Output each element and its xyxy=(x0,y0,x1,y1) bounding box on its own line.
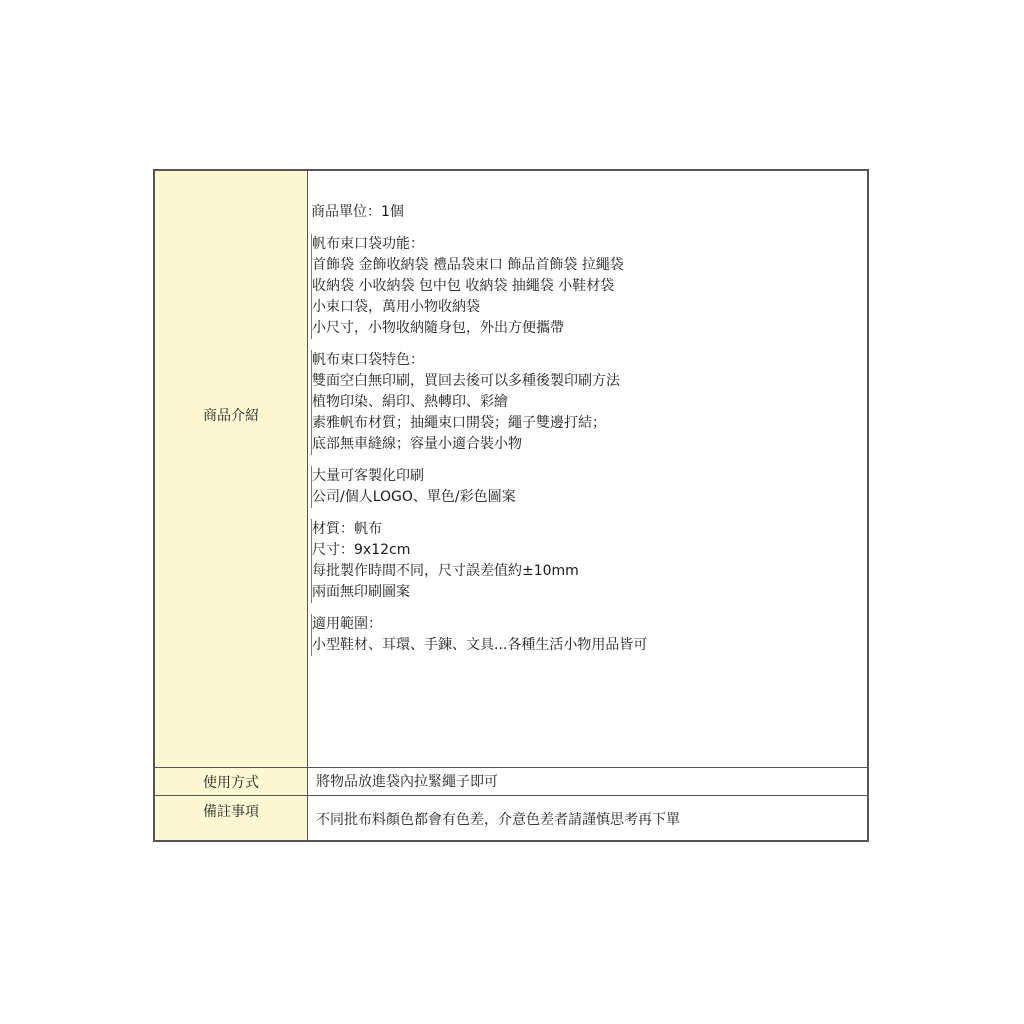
unit-line: 商品單位：1個 xyxy=(311,204,404,220)
label-cell-usage xyxy=(155,768,308,796)
features-line: 植物印染、絹印、熱轉印、彩繪 xyxy=(312,394,508,410)
features-line: 素雅帆布材質；抽繩束口開袋；繩子雙邊打結； xyxy=(312,415,606,431)
product-spec-table xyxy=(153,169,869,842)
row-usage xyxy=(155,767,867,796)
usage-content xyxy=(308,768,867,796)
unit-section xyxy=(311,202,863,223)
function-line: 收納袋 小收納袋 包中包 收納袋 抽繩袋 小鞋材袋 xyxy=(312,278,615,294)
row-product-intro xyxy=(155,171,867,767)
scope-line: 小型鞋材、耳環、手鍊、文具...各種生活小物用品皆可 xyxy=(312,637,648,653)
label-cell-note xyxy=(155,796,308,840)
function-line: 小束口袋，萬用小物收納袋 xyxy=(312,299,480,315)
note-text: 不同批布料顏色都會有色差，介意色差者請謹慎思考再下單 xyxy=(316,812,680,828)
features-heading: 帆布束口袋特色： xyxy=(312,352,424,368)
spec-line: 每批製作時間不同，尺寸誤差值約±10mm xyxy=(312,563,579,579)
custom-print-line: 公司/個人LOGO、單色/彩色圖案 xyxy=(312,489,516,505)
function-line: 小尺寸，小物收納隨身包，外出方便攜帶 xyxy=(312,320,564,336)
features-line: 底部無車縫線；容量小適合裝小物 xyxy=(312,436,522,452)
custom-print-line: 大量可客製化印刷 xyxy=(312,468,424,484)
features-line: 雙面空白無印刷，買回去後可以多種後製印刷方法 xyxy=(312,373,620,389)
features-section xyxy=(311,350,863,455)
product-intro-content xyxy=(308,171,867,767)
custom-print-section xyxy=(311,466,863,508)
function-heading: 帆布束口袋功能： xyxy=(312,236,424,252)
label-cell-product-intro xyxy=(155,171,308,767)
function-line: 首飾袋 金飾收納袋 禮品袋束口 飾品首飾袋 拉繩袋 xyxy=(312,257,624,273)
note-label: 備註事項 xyxy=(203,804,259,820)
scope-section xyxy=(311,614,863,656)
spec-line: 尺寸：9x12cm xyxy=(312,542,411,558)
note-content xyxy=(308,796,867,840)
usage-text: 將物品放進袋內拉緊繩子即可 xyxy=(316,774,498,790)
scope-heading: 適用範圍： xyxy=(312,616,382,632)
usage-label: 使用方式 xyxy=(203,775,259,791)
product-intro-label: 商品介紹 xyxy=(203,408,259,424)
row-note xyxy=(155,795,867,840)
function-section xyxy=(311,234,863,339)
spec-line: 材質：帆布 xyxy=(312,521,382,537)
spec-section xyxy=(311,519,863,603)
spec-line: 兩面無印刷圖案 xyxy=(312,584,410,600)
